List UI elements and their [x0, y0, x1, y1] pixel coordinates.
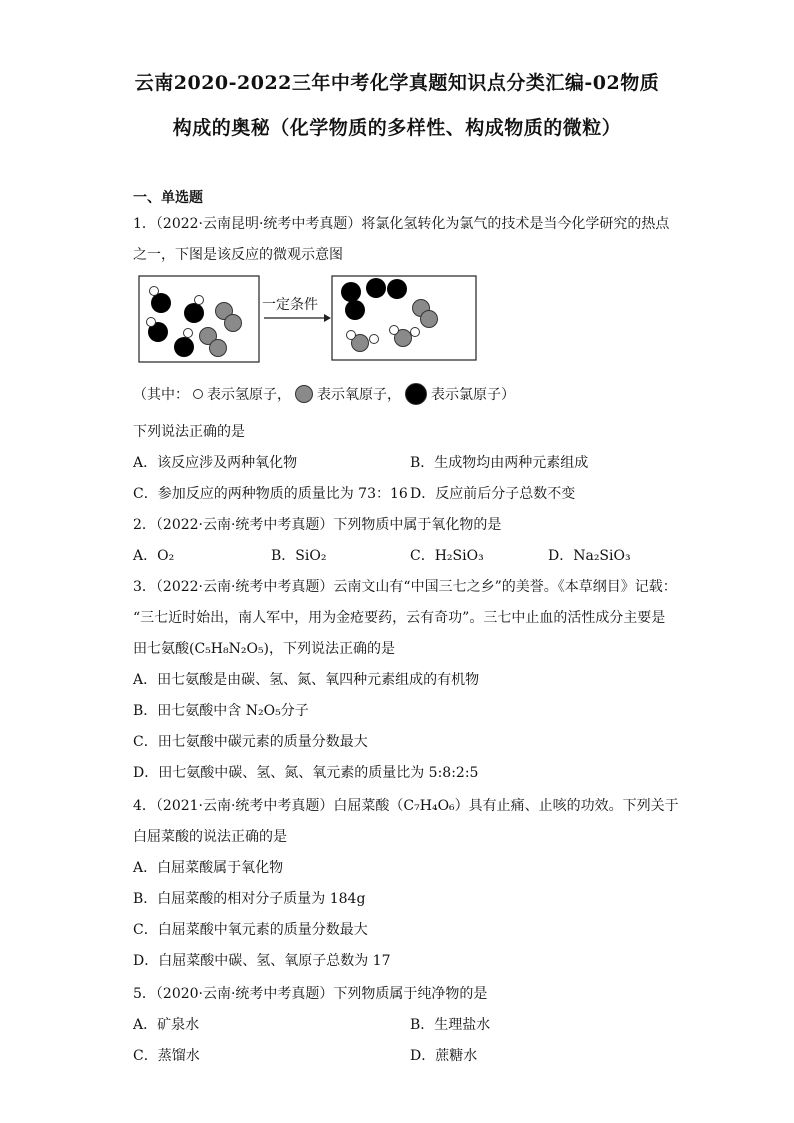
q4-option-c: C．白屈菜酸中氧元素的质量分数最大: [133, 922, 368, 938]
q3-option-d: D．田七氨酸中碳、氢、氮、氧元素的质量比为 5:8:2:5: [133, 765, 479, 781]
arrow-label: 一定条件: [262, 297, 318, 313]
q3-line-1: 3．（2022·云南·统考中考真题）云南文山有“中国三七之乡”的美誉。《本草纲目》记载：: [133, 579, 677, 595]
q4-line-1: 4．（2021·云南·统考中考真题）白屈菜酸（C₇H₄O₆）具有止痛、止咳的功效。下列关于: [133, 798, 679, 814]
q2-option-b: B．SiO₂: [271, 548, 327, 564]
cl2-molecule: [366, 278, 407, 299]
q4-option-b: B．白屈菜酸的相对分子质量为 184g: [133, 891, 366, 907]
chlorine-atom-icon: [405, 383, 427, 405]
o2-molecule: [216, 303, 242, 332]
legend-chlorine: 表示氯原子）: [431, 387, 515, 403]
q1-option-c: C．参加反应的两种物质的质量比为 73：16: [133, 486, 408, 502]
q1-line-1: 1．（2022·云南昆明·统考中考真题）将氯化氢转化为氯气的技术是当今化学研究的热点: [133, 216, 670, 232]
q5-stem: 5．（2020·云南·统考中考真题）下列物质属于纯净物的是: [133, 986, 488, 1002]
q5-option-d: D．蔗糖水: [410, 1048, 478, 1064]
q3-option-a: A．田七氨酸是由碳、氢、氮、氧四种元素组成的有机物: [133, 672, 480, 688]
h2o-molecule: [390, 326, 420, 347]
hcl-molecule: [147, 318, 169, 343]
q4-line-2: 白屈菜酸的说法正确的是: [133, 829, 287, 845]
arrow-head: [324, 314, 331, 322]
q3-option-c: C．田七氨酸中碳元素的质量分数最大: [133, 734, 368, 750]
q2-option-c: C．H₂SiO₃: [410, 548, 484, 564]
o2-molecule: [200, 328, 227, 357]
q3-option-b: B．田七氨酸中含 N₂O₅分子: [133, 703, 309, 719]
q1-line-2: 之一，下图是该反应的微观示意图: [133, 247, 343, 263]
hydrogen-atom-icon: [193, 389, 203, 399]
q1-stem: 下列说法正确的是: [133, 424, 245, 440]
hcl-molecule: [184, 296, 204, 324]
section-heading: 一、单选题: [133, 190, 203, 206]
q4-option-d: D．白屈菜酸中碳、氢、氧原子总数为 17: [133, 953, 391, 969]
legend-oxygen: 表示氧原子，: [317, 387, 401, 403]
title-line-2: 构成的奥秘（化学物质的多样性、构成物质的微粒）: [172, 117, 622, 139]
hcl-molecule: [150, 287, 172, 314]
q1-option-d: D．反应前后分子总数不变: [410, 486, 576, 502]
diagram-legend: [133, 383, 515, 405]
q2-stem: 2．（2022·云南·统考中考真题）下列物质中属于氧化物的是: [133, 517, 502, 533]
q1-option-a: A．该反应涉及两种氧化物: [133, 455, 298, 471]
legend-hydrogen: 表示氢原子，: [207, 387, 291, 403]
oxygen-atom-icon: [295, 385, 313, 403]
o2-molecule: [413, 300, 438, 328]
cl2-molecule: [341, 282, 365, 320]
reaction-diagram: [138, 275, 478, 363]
q4-option-a: A．白屈菜酸属于氧化物: [133, 860, 284, 876]
q2-option-d: D．Na₂SiO₃: [548, 548, 631, 564]
q5-option-a: A．矿泉水: [133, 1017, 200, 1033]
hcl-molecule: [174, 329, 194, 358]
q1-option-b: B．生成物均由两种元素组成: [410, 455, 589, 471]
title-line-1: 云南2020-2022三年中考化学真题知识点分类汇编-02物质: [134, 72, 660, 94]
q5-option-c: C．蒸馏水: [133, 1048, 200, 1064]
q3-line-3: 田七氨酸(C₅H₈N₂O₅)，下列说法正确的是: [133, 641, 396, 657]
q5-option-b: B．生理盐水: [410, 1017, 491, 1033]
h2o-molecule: [347, 331, 379, 352]
q3-line-2: “三七近时始出，南人军中，用为金疮要药，云有奇功”。三七中止血的活性成分主要是: [133, 610, 666, 626]
q2-option-a: A．O₂: [133, 548, 175, 564]
legend-prefix: （其中：: [133, 387, 189, 403]
